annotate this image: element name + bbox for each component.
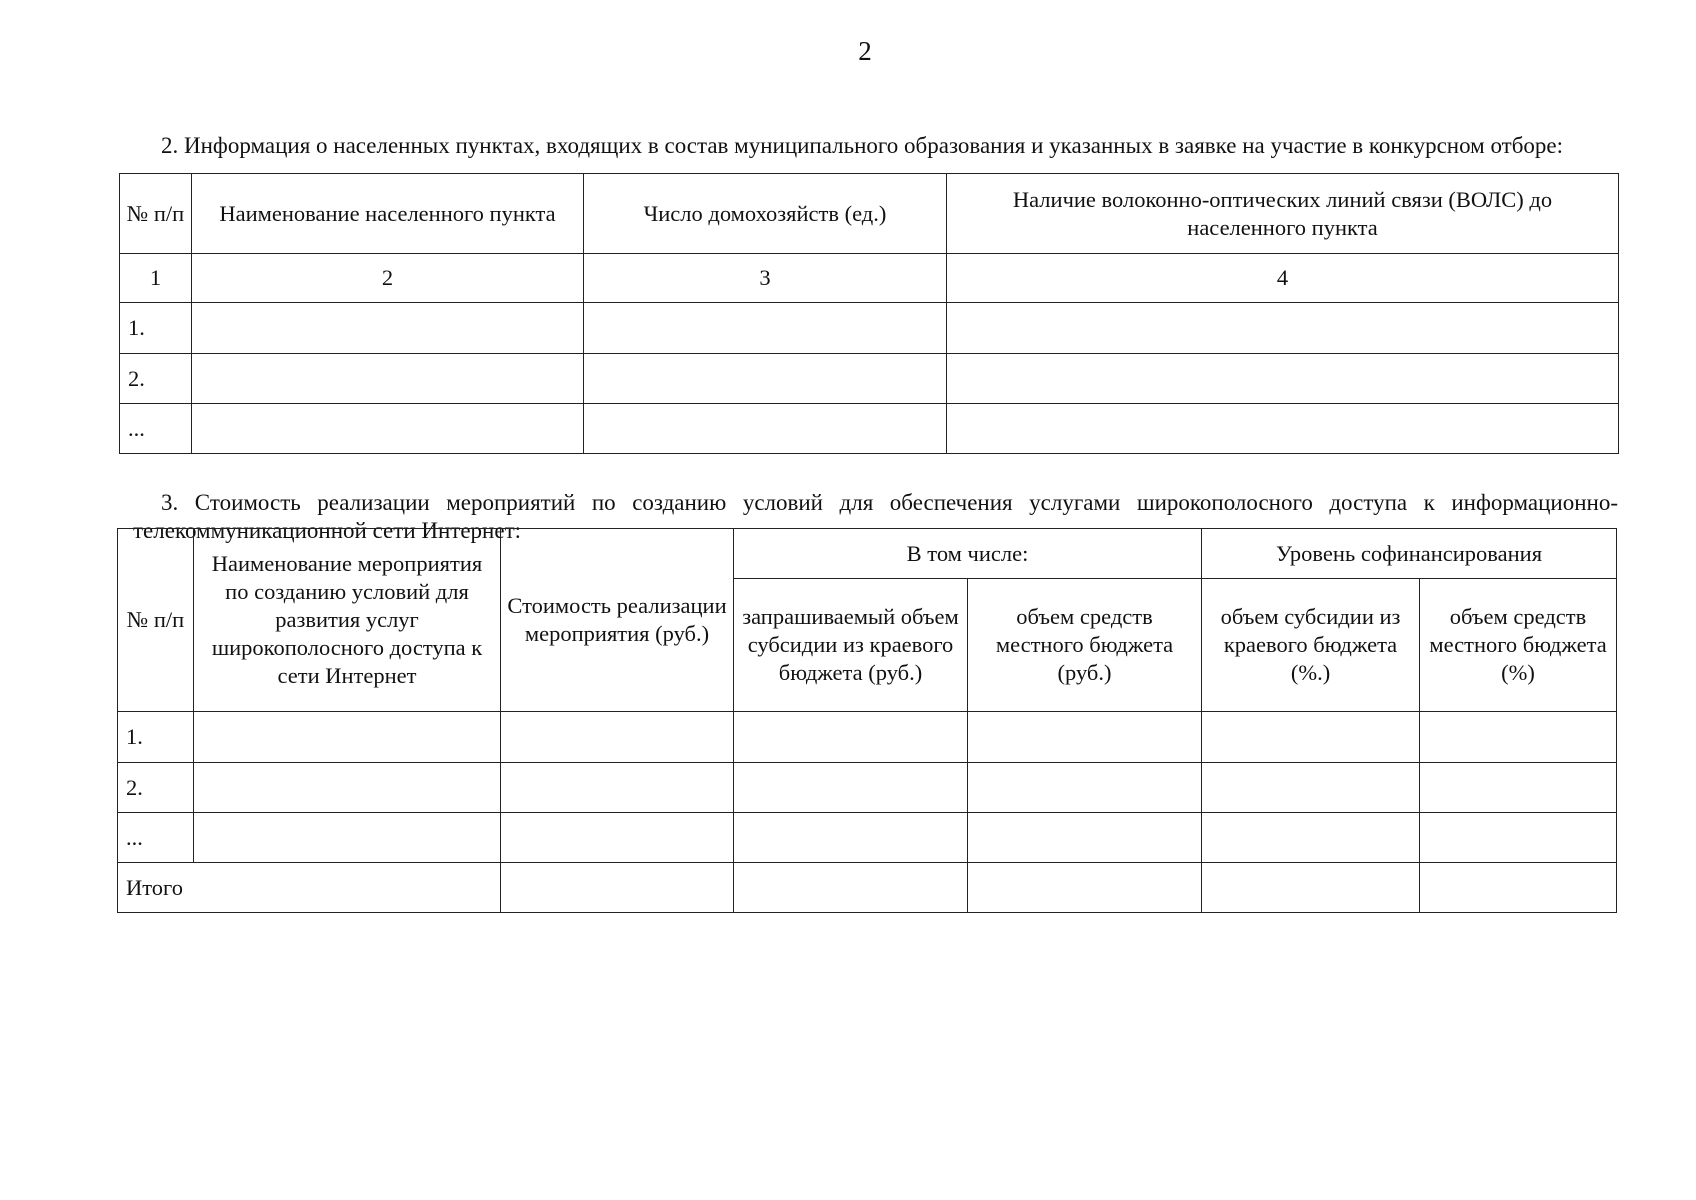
total-requested-subsidy-cell xyxy=(734,863,968,913)
local-budget-cell xyxy=(968,813,1202,863)
table-row xyxy=(120,404,1619,454)
local-budget-percent-cell xyxy=(1420,763,1617,813)
households-cell xyxy=(584,354,947,404)
subsidy-percent-cell xyxy=(1202,813,1420,863)
table-row xyxy=(118,712,1617,763)
header-number: № п/п xyxy=(118,529,194,712)
header-number: № п/п xyxy=(120,174,192,254)
row-number: 2. xyxy=(118,763,194,813)
table-row xyxy=(120,354,1619,404)
fiber-cell xyxy=(947,303,1619,354)
households-cell xyxy=(584,303,947,354)
local-budget-percent-cell xyxy=(1420,712,1617,763)
event-name-cell xyxy=(194,813,501,863)
total-local-budget-cell xyxy=(968,863,1202,913)
total-label: Итого xyxy=(118,863,501,913)
cost-cell xyxy=(501,763,734,813)
header-including: В том числе: xyxy=(734,529,1202,579)
settlements-table xyxy=(119,173,1619,454)
fiber-cell xyxy=(947,354,1619,404)
column-number: 1 xyxy=(120,254,192,303)
row-number: 1. xyxy=(118,712,194,763)
total-cost-cell xyxy=(501,863,734,913)
header-requested-subsidy: запрашиваемый объем субсидии из краевого бюджета (руб.) xyxy=(734,579,968,712)
total-row xyxy=(118,863,1617,913)
requested-subsidy-cell xyxy=(734,712,968,763)
header-fiber-lines: Наличие волоконно-оптических линий связи (ВОЛС) до населенного пункта xyxy=(947,174,1619,254)
column-numbers-row xyxy=(120,254,1619,303)
settlement-name-cell xyxy=(192,404,584,454)
header-subsidy-percent: объем субсидии из краевого бюджета (%.) xyxy=(1202,579,1420,712)
column-number: 2 xyxy=(192,254,584,303)
settlement-name-cell xyxy=(192,303,584,354)
total-local-budget-percent-cell xyxy=(1420,863,1617,913)
row-number: 2. xyxy=(120,354,192,404)
subsidy-percent-cell xyxy=(1202,763,1420,813)
subsidy-percent-cell xyxy=(1202,712,1420,763)
header-households: Число домохозяйств (ед.) xyxy=(584,174,947,254)
section-2-heading: 2. Информация о населенных пунктах, входящих в состав муниципального образования и указанных в заявке на участие в конкурсном отборе: xyxy=(161,133,1564,158)
fiber-cell xyxy=(947,404,1619,454)
cost-cell xyxy=(501,813,734,863)
row-number: ... xyxy=(120,404,192,454)
page-number: 2 xyxy=(858,36,872,66)
costs-table xyxy=(117,528,1617,913)
local-budget-cell xyxy=(968,712,1202,763)
row-number: 1. xyxy=(120,303,192,354)
table-row xyxy=(118,763,1617,813)
header-settlement-name: Наименование населенного пункта xyxy=(192,174,584,254)
table-row xyxy=(120,303,1619,354)
column-number: 3 xyxy=(584,254,947,303)
header-cost: Стоимость реализации мероприятия (руб.) xyxy=(501,529,734,712)
table-row xyxy=(118,813,1617,863)
households-cell xyxy=(584,404,947,454)
local-budget-cell xyxy=(968,763,1202,813)
table-header-row xyxy=(120,174,1619,254)
settlement-name-cell xyxy=(192,354,584,404)
row-number: ... xyxy=(118,813,194,863)
cost-cell xyxy=(501,712,734,763)
section-3-heading: 3. Стоимость реализации мероприятий по созданию условий для обеспечения услугами широкополосного доступа к информационно-телекоммуникационной сети Интернет: xyxy=(133,490,1618,543)
event-name-cell xyxy=(194,712,501,763)
header-cofinancing: Уровень софинансирования xyxy=(1202,529,1617,579)
requested-subsidy-cell xyxy=(734,763,968,813)
column-number: 4 xyxy=(947,254,1619,303)
header-event-name: Наименование мероприятия по созданию условий для развития услуг широкополосного доступа к сети Интернет xyxy=(194,529,501,712)
header-local-budget: объем средств местного бюджета (руб.) xyxy=(968,579,1202,712)
event-name-cell xyxy=(194,763,501,813)
table-header-row xyxy=(118,529,1617,579)
requested-subsidy-cell xyxy=(734,813,968,863)
local-budget-percent-cell xyxy=(1420,813,1617,863)
total-subsidy-percent-cell xyxy=(1202,863,1420,913)
header-local-budget-percent: объем средств местного бюджета (%) xyxy=(1420,579,1617,712)
